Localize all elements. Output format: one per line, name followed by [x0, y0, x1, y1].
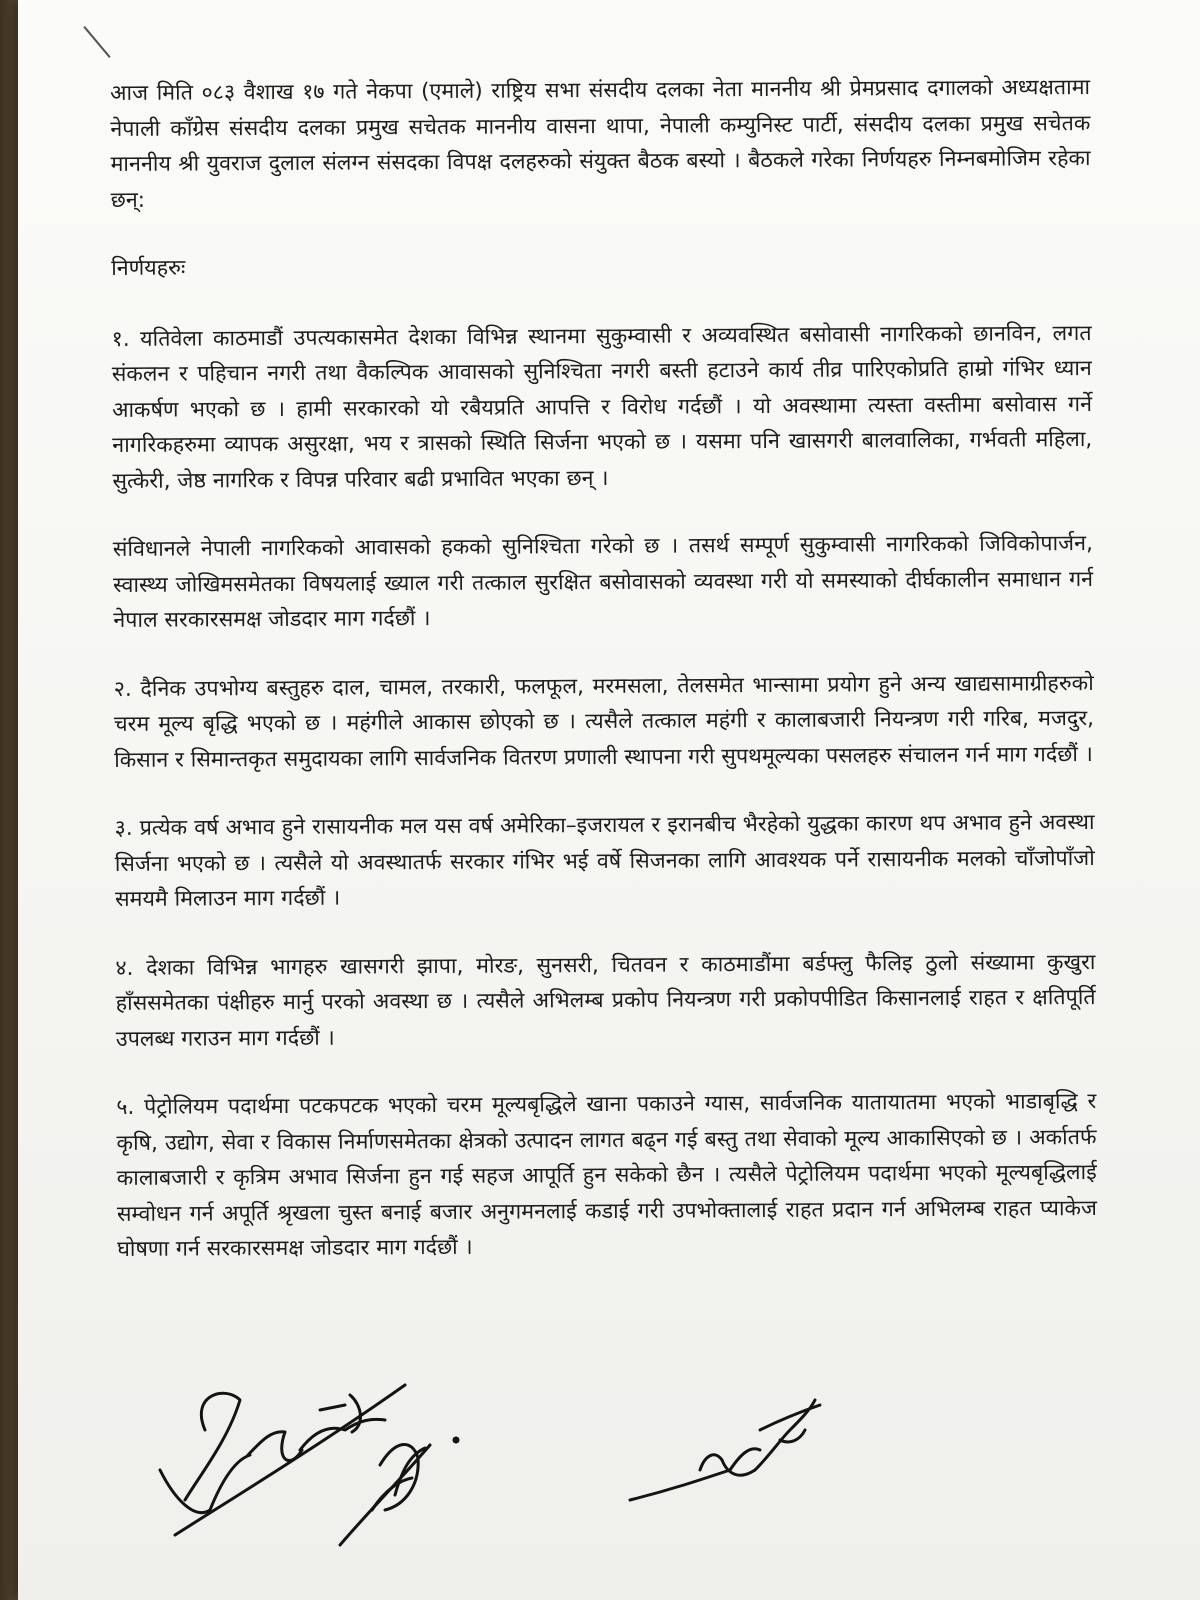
decisions-heading: निर्णयहरुः	[111, 255, 186, 281]
decision-4-paragraph: ४. देशका विभिन्न भागहरु खासगरी झापा, मोरङ, सुनसरी, चितवन र काठमाडौंमा बर्डफ्लु फैलिइ ठुलो संख्यामा कुखुरा हाँससमेतका पंक्षीहरु मार्नु परको अवस्था छ । त्यसैले अभिलम्ब प्रकोप नियन्त्रण गरी प्रकोपपीडित किसानलाई राहत र क्षतिपूर्ति उपलब्ध गराउन माग गर्दछौं ।	[115, 949, 1096, 1052]
decision-2-paragraph: २. दैनिक उपभोग्य बस्तुहरु दाल, चामल, तरकारी, फलफूल, मरमसला, तेलसमेत भान्सामा प्रयोग हुने अन्य खाद्यसामाग्रीहरुको चरम मूल्य बृद्धि भएको छ । महंगीले आकास छोएको छ । त्यसैले तत्काल महंगी र कालाबजारी नियन्त्रण गरी गरिब, मजदुर, किसान र सिमान्तकृत समुदायका लागि सार्वजनिक वितरण प्रणाली स्थापना गरी सुपथमूल्यका पसलहरु संचालन गर्न माग गर्दछौं ।	[113, 670, 1095, 773]
decision-3-paragraph: ३. प्रत्येक वर्ष अभाव हुने रासायनीक मल यस वर्ष अमेरिका–इजरायल र इरानबीच भैरहेको युद्धका कारण थप अभाव हुने अवस्था सिर्जना भएको छ । त्यसैले यो अवस्थातर्फ सरकार गंभिर भई वर्षे सिजनका लागि आवश्यक पर्ने रासायनीक मलको चाँजोपाँजो समयमै मिलाउन माग गर्दछौं ।	[114, 809, 1095, 912]
document-body	[110, 70, 1097, 1300]
decision-1-demand-paragraph: संविधानले नेपाली नागरिकको आवासको हकको सुनिश्चिता गरेको छ । तसर्थ सम्पूर्ण सुकुम्वासी नागरिकको जिविकोपार्जन, स्वास्थ्य जोखिमसमेतका विषयलाई ख्याल गरी तत्काल सुरक्षित बसोवासको व्यवस्था गरी यो समस्याको दीर्घकालीन समाधान गर्न नेपाल सरकारसमक्ष जोडदार माग गर्दछौं ।	[112, 531, 1094, 633]
intro-paragraph: आज मिति ०८३ वैशाख १७ गते नेकपा (एमाले) राष्ट्रिय सभा संसदीय दलका नेता माननीय श्री प्रेमप्रसाद दगालको अध्यक्षतामा नेपाली काँग्रेस संसदीय दलका प्रमुख सचेतक माननीय वासना थापा, नेपाली कम्युनिस्ट पार्टी, संसदीय दलका प्रमुख सचेतक माननीय श्री युवराज दुलाल संलग्न संसदका विपक्ष दलहरुको संयुक्त बैठक बस्यो । बैठकले गरेका निर्णयहरु निम्नबमोजिम रहेका छन्:	[110, 75, 1091, 213]
decision-5-paragraph: ५. पेट्रोलियम पदार्थमा पटकपटक भएको चरम मूल्यबृद्धिले खाना पकाउने ग्यास, सार्वजनिक यातायातमा भएको भाडाबृद्धि र कृषि, उद्योग, सेवा र विकास निर्माणसमेतका क्षेत्रको उत्पादन लागत बढ्न गई बस्तु तथा सेवाको मूल्य आकासिएको छ । अर्कातर्फ कालाबजारी र कृत्रिम अभाव सिर्जना हुन गई सहज आपूर्ति हुन सकेको छैन । त्यसैले पेट्रोलियम पदार्थमा भएको मूल्यबृद्धिलाई सम्वोधन गर्न अपूर्ति श्रृखला चुस्त बनाई बजार अनुगमनलाई कडाई गरी उपभोक्तालाई राहत प्रदान गर्न अभिलम्ब राहत प्याकेज घोषणा गर्न सरकारसमक्ष जोडदार माग गर्दछौं ।	[116, 1088, 1098, 1262]
decision-1-paragraph: १. यतिवेला काठमाडौं उपत्यकासमेत देशका विभिन्न स्थानमा सुकुम्वासी र अव्यवस्थित बसोवासी नागरिकको छानविन, लगत संकलन र पहिचान नगरी तथा वैकल्पिक आवासको सुनिश्चिता नगरी बस्ती हटाउने कार्य तीव्र पारिएकोप्रति हाम्रो गंभिर ध्यान आकर्षण भएको छ । हामी सरकारको यो रबैयप्रति आपत्ति र विरोध गर्दछौं । यो अवस्थामा त्यस्ता वस्तीमा बसोवास गर्ने नागरिकहरुमा व्यापक असुरक्षा, भय र त्रासको स्थिति सिर्जना भएको छ । यसमा पनि खासगरी बालवालिका, गर्भवती महिला, सुत्केरी, जेष्ठ नागरिक र विपन्न परिवार बढी प्रभावित भएका छन् ।	[111, 320, 1093, 494]
pen-mark	[83, 26, 110, 58]
document-page	[18, 0, 1200, 1600]
